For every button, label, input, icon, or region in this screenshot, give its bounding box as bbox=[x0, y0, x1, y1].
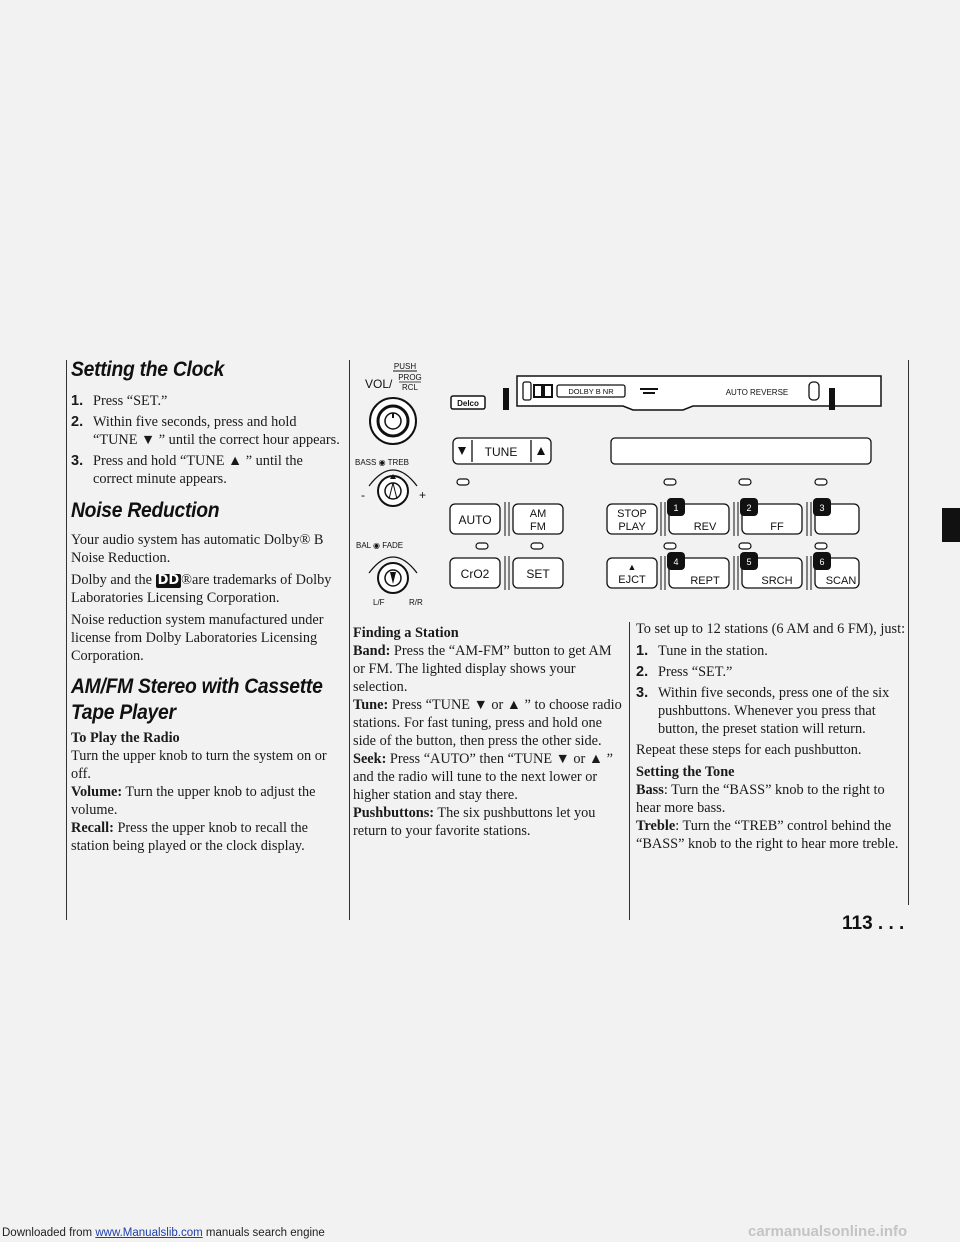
cassette-door bbox=[503, 376, 881, 410]
svg-text:STOP: STOP bbox=[617, 508, 647, 520]
manualslib-link[interactable]: www.Manualslib.com bbox=[95, 1227, 203, 1239]
recall-text: Recall: Press the upper knob to recall the station being played or the clock display. bbox=[71, 820, 309, 854]
bal-fade-label: BAL ◉ FADE bbox=[356, 541, 404, 550]
noise-license: Noise reduction system manufactured under license from Dolby Laboratories Licensing Corporation. bbox=[71, 612, 324, 664]
set-button bbox=[513, 558, 563, 588]
clock-step: 2. Within five seconds, press and hold “TUNE ▼ ” until the correct hour appears. bbox=[71, 414, 340, 448]
amfm-heading-line1: AM/FM Stereo with Cassette bbox=[71, 675, 323, 698]
dolby-dd-logo: DD bbox=[157, 573, 180, 588]
amfm-heading-line2: Tape Player bbox=[71, 701, 176, 724]
svg-text:CrO2: CrO2 bbox=[460, 567, 490, 581]
svg-text:1: 1 bbox=[673, 503, 679, 513]
download-footer: Downloaded from www.Manualslib.com manuals search engine bbox=[2, 1227, 325, 1239]
seek-text: Seek: Press “AUTO” then “TUNE ▼ or ▲ ” and the radio will tune to the next lower or higher station and stay there. bbox=[353, 751, 613, 803]
middle-column bbox=[353, 624, 623, 840]
svg-text:5: 5 bbox=[746, 557, 752, 567]
svg-text:▲: ▲ bbox=[627, 562, 637, 572]
bass-text: Bass: Turn the “BASS” knob to the right to hear more bass. bbox=[636, 782, 885, 816]
preset-step: 1. Tune in the station. bbox=[636, 643, 768, 659]
rcl-label: RCL bbox=[401, 383, 419, 392]
display-window bbox=[611, 438, 871, 464]
svg-text:6: 6 bbox=[819, 557, 825, 567]
rr-label: R/R bbox=[409, 598, 423, 607]
bass-treble-knob bbox=[361, 470, 426, 506]
svg-text:SRCH: SRCH bbox=[761, 575, 793, 587]
svg-text:SCAN: SCAN bbox=[825, 575, 857, 587]
preset-button-6 bbox=[740, 552, 802, 588]
auto-reverse-label: AUTO REVERSE bbox=[725, 388, 789, 397]
lf-label: L/F bbox=[373, 598, 385, 607]
balance-fade-knob bbox=[369, 557, 417, 593]
scan-button bbox=[813, 552, 859, 588]
volume-knob bbox=[370, 398, 416, 444]
svg-text:EJCT: EJCT bbox=[618, 574, 646, 586]
tune-text: Tune: Press “TUNE ▼ or ▲ ” to choose radio stations. For fast tuning, press and hold one side of the button, then press the other side. bbox=[353, 697, 622, 749]
noise-trademark: Dolby and the DD ®are trademarks of Dolby Laboratories Licensing Corporation. bbox=[71, 572, 332, 606]
eject-button bbox=[607, 558, 657, 588]
svg-text:REPT: REPT bbox=[690, 575, 720, 587]
clock-step: 3. Press and hold “TUNE ▲ ” until the correct minute appears. bbox=[71, 453, 303, 487]
noise-heading: Noise Reduction bbox=[71, 499, 220, 522]
preset-step: 3. Within five seconds, press one of the six pushbuttons. Whenever you press that button, the preset station will return. bbox=[636, 685, 890, 737]
svg-text:+: + bbox=[419, 488, 427, 502]
svg-text:4: 4 bbox=[673, 557, 679, 567]
clock-heading: Setting the Clock bbox=[71, 358, 225, 381]
auto-button bbox=[450, 504, 500, 534]
svg-text:FF: FF bbox=[770, 521, 784, 533]
noise-paragraph: Your audio system has automatic Dolby® B Noise Reduction. bbox=[71, 532, 324, 566]
play-radio-heading: To Play the Radio bbox=[71, 730, 180, 746]
radio-faceplate-diagram bbox=[353, 358, 905, 620]
left-column bbox=[71, 358, 343, 855]
svg-text:SET: SET bbox=[526, 567, 550, 581]
volume-text: Volume: Turn the upper knob to adjust the volume. bbox=[71, 784, 316, 818]
cro2-button bbox=[450, 558, 500, 588]
page-number: 113 . . . bbox=[842, 913, 905, 934]
pushbuttons-text: Pushbuttons: The six pushbuttons let you return to your favorite stations. bbox=[353, 805, 596, 839]
treble-text: Treble: Turn the “TREB” control behind the “BASS” knob to the right to hear more treble. bbox=[636, 818, 899, 852]
preset-button-2 bbox=[667, 498, 729, 534]
svg-text:FM: FM bbox=[530, 521, 546, 533]
band-text: Band: Press the “AM-FM” button to get AM or FM. The lighted display shows your selection. bbox=[353, 643, 612, 695]
svg-text:Delco: Delco bbox=[457, 399, 479, 408]
svg-text:REV: REV bbox=[693, 521, 717, 533]
svg-text:-: - bbox=[361, 488, 365, 502]
repeat-text: Repeat these steps for each pushbutton. bbox=[636, 742, 862, 758]
watermark: carmanualsonline.info bbox=[748, 1223, 908, 1240]
finding-station-heading: Finding a Station bbox=[353, 625, 459, 641]
push-label: PUSH bbox=[393, 362, 417, 371]
svg-text:AUTO: AUTO bbox=[458, 513, 492, 527]
preset-button-1 bbox=[607, 504, 657, 534]
clock-step: 1. Press “SET.” bbox=[71, 393, 168, 409]
tone-heading: Setting the Tone bbox=[636, 764, 735, 780]
prog-label: PROG bbox=[398, 373, 422, 382]
right-column bbox=[636, 620, 906, 853]
vol-label: VOL/ bbox=[365, 377, 393, 391]
preset-button-4 bbox=[813, 498, 859, 534]
am-fm-button bbox=[513, 504, 563, 534]
svg-text:2: 2 bbox=[746, 503, 752, 513]
dolby-label: DOLBY B NR bbox=[568, 387, 614, 396]
svg-text:TUNE: TUNE bbox=[484, 445, 518, 459]
svg-text:3: 3 bbox=[819, 503, 825, 513]
presets-intro: To set up to 12 stations (6 AM and 6 FM), just: bbox=[636, 621, 906, 637]
svg-text:PLAY: PLAY bbox=[618, 521, 646, 533]
tune-button bbox=[453, 438, 551, 464]
bass-treb-label: BASS ◉ TREB bbox=[355, 458, 409, 467]
section-tab-marker bbox=[942, 508, 960, 542]
preset-button-5 bbox=[667, 552, 729, 588]
preset-step: 2. Press “SET.” bbox=[636, 664, 733, 680]
svg-text:AM: AM bbox=[529, 508, 547, 520]
play-radio-text: Turn the upper knob to turn the system on or off. bbox=[71, 748, 327, 782]
preset-button-3 bbox=[740, 498, 802, 534]
